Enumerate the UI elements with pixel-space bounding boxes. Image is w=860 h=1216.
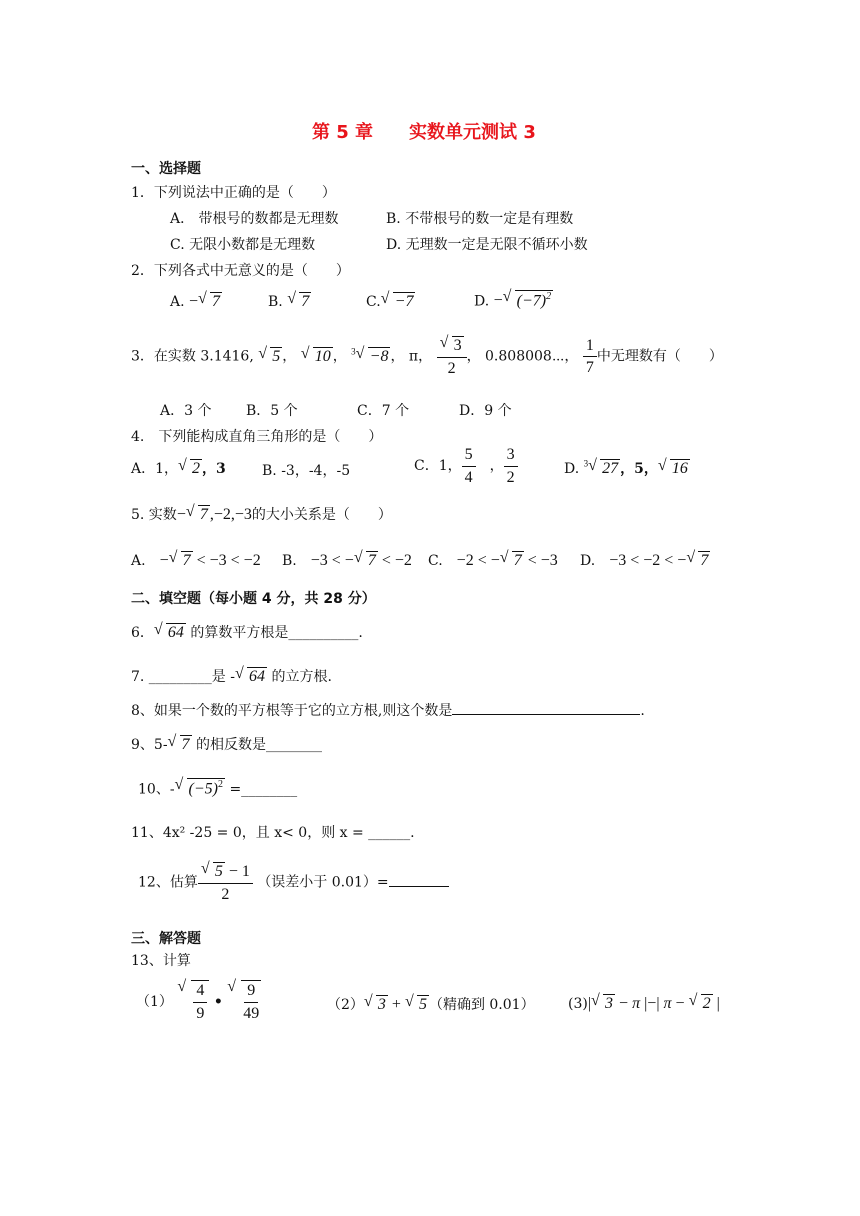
question-4-option-c: C．1， $\frac{5}{4}$ ， $\frac{3}{2}$ — [414, 446, 518, 486]
question-5-option-c: C. −2 < −√ 7 < −3 — [428, 550, 558, 570]
question-3-stem: 3．在实数 3.1416, √ 5 ， √ 10 ， $^3$√ −8 ， π， √ $\frac{3}{2}$ ， 0.808008⋯， $\frac{1}{7}$ 中无理数有（ ） — [131, 336, 723, 377]
question-1-option-b: B. 不带根号的数一定是有理数 — [386, 211, 574, 227]
question-3-option-d: D．9 个 — [459, 403, 512, 419]
question-1-option-a: A． 带根号的数都是无理数 — [170, 211, 339, 227]
page-title: 第 5 章 实数单元测试 3 — [312, 122, 536, 143]
question-5-option-b: B. −3 < −√ 7 < −2 — [282, 550, 412, 570]
section-fill: 二、填空题（每小题 4 分，共 28 分） — [131, 591, 376, 607]
question-3-option-b: B．5 个 — [246, 403, 298, 419]
question-4-option-b: B. -3，-4，-5 — [262, 463, 351, 479]
question-11: 11、4x² -25 = 0，且 x< 0，则 x = ______. — [131, 825, 415, 841]
question-6: 6．√ 64 的算数平方根是__________. — [131, 622, 363, 642]
question-2-option-c: C.√ −7 — [366, 292, 415, 311]
question-13-part-3: (3)|√ 3 − π |−| π − √ 2 | — [568, 994, 720, 1013]
question-4-option-a: A．1，√ 2 ，3 — [131, 458, 226, 478]
question-13-stem: 13、计算 — [131, 953, 191, 969]
question-5-option-d: D. −3 < −2 < −√ 7 — [580, 550, 710, 570]
question-2-option-a: A. −√ 7 — [170, 292, 222, 311]
question-13-part-2: （2）√ 3 + √ 5 （精确到 0.01） — [327, 994, 535, 1014]
question-12: 12、估算 √ $\frac{5 - 1}{2}$ （误差小于 0.01）= — [138, 862, 449, 903]
question-8: 8、如果一个数的平方根等于它的立方根,则这个数是 . — [131, 700, 645, 720]
question-1-stem: 1．下列说法中正确的是（ ） — [131, 185, 336, 201]
question-13-part-1: （1） √ $\frac{4}{9}$ • √ $\frac{9}{49}$ — [136, 980, 261, 1022]
question-2-option-d: D. −√ $(-7)^2$ — [474, 290, 553, 310]
question-2-option-b: B. √ 7 — [268, 292, 311, 311]
question-7: 7. _________是 -√ 64 的立方根. — [131, 666, 332, 686]
question-3-option-c: C．7 个 — [357, 403, 410, 419]
question-1-option-d: D. 无理数一定是无限不循环小数 — [386, 237, 588, 253]
question-4-option-d: D. $^3$√ 27 ，5，√ 16 — [564, 458, 690, 478]
question-1-option-c: C. 无限小数都是无理数 — [170, 237, 316, 253]
section-answer: 三、解答题 — [131, 931, 201, 947]
question-2-stem: 2．下列各式中无意义的是（ ） — [131, 263, 350, 279]
question-4-stem: 4. 下列能构成直角三角形的是（ ） — [131, 429, 383, 445]
question-5-option-a: A. −√ 7 < −3 < −2 — [131, 550, 261, 570]
section-choice: 一、选择题 — [131, 161, 201, 177]
question-9: 9、5-√ 7 的相反数是________ — [131, 734, 322, 754]
question-10: 10、-√ $(-5)^2$ =________ — [138, 778, 297, 798]
question-3-option-a: A．3 个 — [160, 403, 212, 419]
question-5-stem: 5. 实数−√ 7 ,−2,−3的大小关系是（ ） — [131, 504, 392, 524]
